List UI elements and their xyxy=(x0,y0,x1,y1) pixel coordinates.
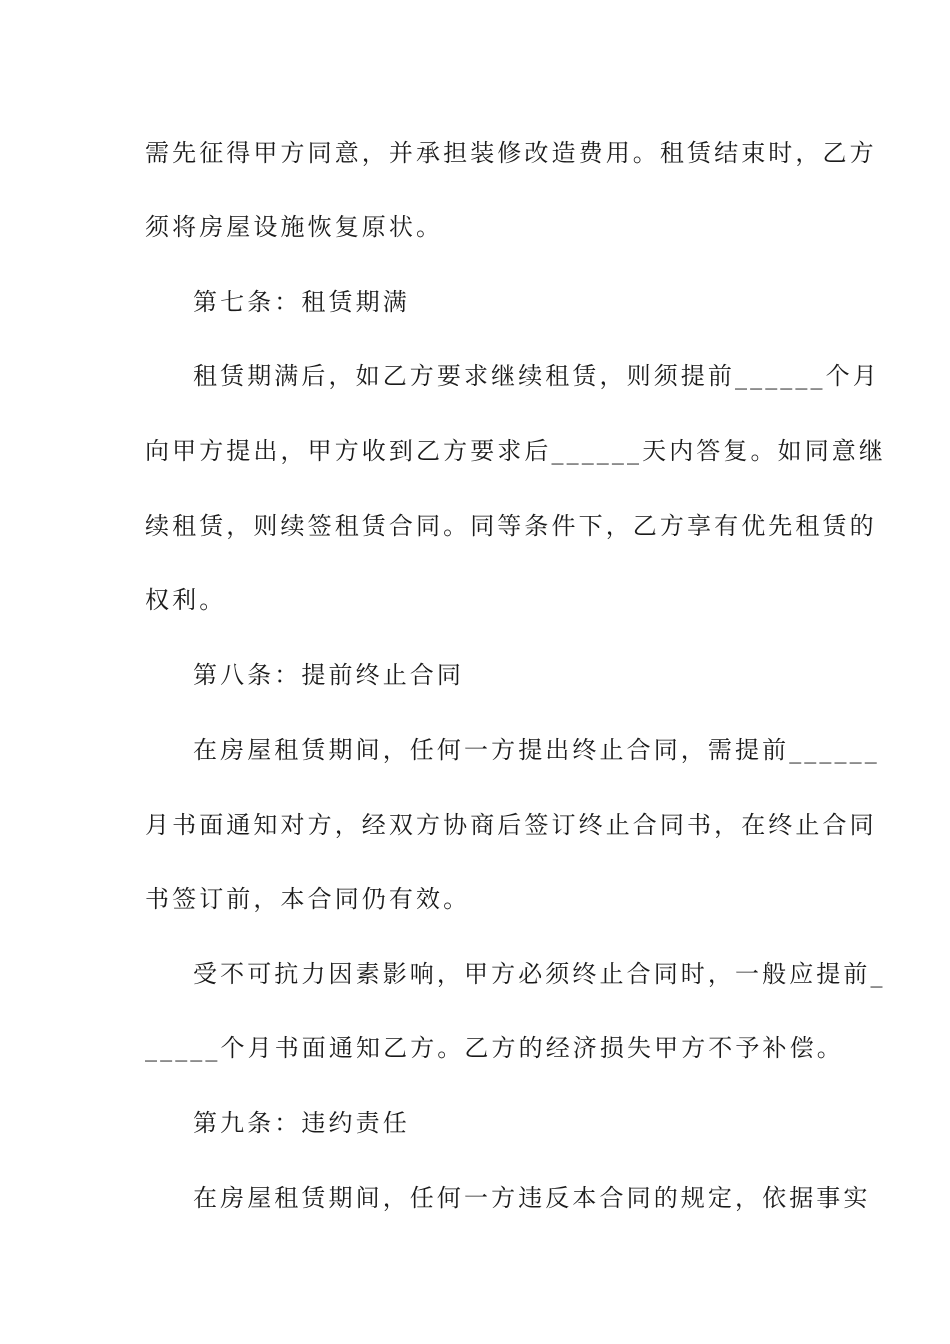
paragraph-line: 权利。 xyxy=(145,586,227,614)
section-heading-8: 第八条：提前终止合同 xyxy=(193,661,464,689)
paragraph-line: 受不可抗力因素影响，甲方必须终止合同时，一般应提前_ xyxy=(193,960,886,988)
paragraph-line: 租赁期满后，如乙方要求继续租赁，则须提前______个月 xyxy=(193,362,880,390)
paragraph-line: 书签订前，本合同仍有效。 xyxy=(145,885,471,913)
section-heading-9: 第九条：违约责任 xyxy=(193,1109,410,1137)
paragraph-line: 续租赁，则续签租赁合同。同等条件下，乙方享有优先租赁的 xyxy=(145,512,877,540)
paragraph-line: 须将房屋设施恢复原状。 xyxy=(145,213,444,241)
paragraph-line: 向甲方提出，甲方收到乙方要求后______天内答复。如同意继 xyxy=(145,437,886,465)
paragraph-line: _____个月书面通知乙方。乙方的经济损失甲方不予补偿。 xyxy=(145,1034,844,1062)
paragraph-line: 月书面通知对方，经双方协商后签订终止合同书，在终止合同 xyxy=(145,811,877,839)
paragraph-line: 在房屋租赁期间，任何一方违反本合同的规定，依据事实 xyxy=(193,1184,871,1212)
paragraph-line: 需先征得甲方同意，并承担装修改造费用。租赁结束时，乙方 xyxy=(145,139,877,167)
paragraph-line: 在房屋租赁期间，任何一方提出终止合同，需提前______ xyxy=(193,736,880,764)
section-heading-7: 第七条：租赁期满 xyxy=(193,288,410,316)
